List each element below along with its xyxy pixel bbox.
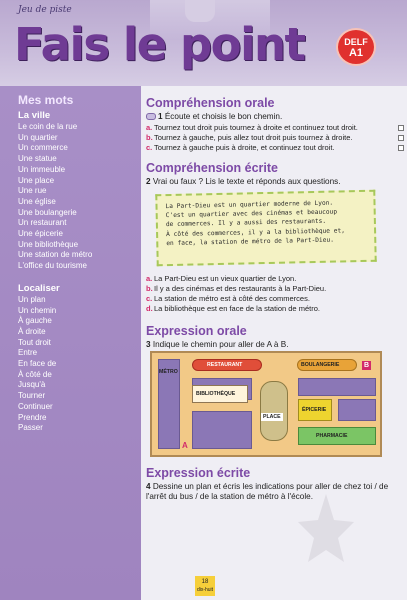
vocab-item: Le coin de la rue — [18, 122, 78, 131]
answer-checkbox[interactable] — [398, 145, 404, 151]
vocab-item: L'office du tourisme — [18, 261, 87, 271]
instruction-text: Dessine un plan et écris les indications pour aller de chez toi / de l'arrêt du bus / de la station de métro à l'école. — [146, 481, 389, 501]
vocab-item: En face de — [18, 359, 57, 369]
vocab-sidebar — [0, 86, 141, 600]
vocab-item: Une bibliothèque — [18, 239, 79, 249]
answer-item — [146, 274, 404, 284]
map-place — [260, 381, 288, 441]
map-label-metro: MÉTRO — [159, 368, 178, 375]
text-note — [155, 190, 376, 267]
item-letter: b. — [146, 132, 153, 142]
map-label-epicerie: ÉPICERIE — [302, 406, 327, 413]
vocab-item: Prendre — [18, 412, 47, 422]
answer-checkbox[interactable] — [398, 135, 404, 141]
item-letter: a. — [146, 123, 153, 132]
section-expression-ecrite — [146, 466, 404, 502]
map-point-b: B — [363, 361, 370, 369]
instruction — [146, 482, 404, 502]
vocab-item: Une rue — [18, 186, 47, 196]
answer-item — [146, 133, 404, 143]
page-number-digits: 18 — [201, 579, 209, 585]
decorative-star-icon — [296, 492, 356, 582]
map-label-boulangerie: BOULANGERIE — [301, 361, 340, 368]
section-comprehension-orale — [146, 96, 404, 152]
vocab-group-title-localiser: Localiser — [18, 282, 60, 294]
page-title: Fais le point — [14, 18, 305, 71]
answer-list — [146, 123, 404, 152]
page-number-word: dix-huit — [196, 587, 214, 593]
vocab-item: À gauche — [18, 316, 52, 326]
map-block — [338, 399, 376, 421]
vocab-item: Un plan — [18, 294, 46, 304]
vocab-item: Une église — [18, 196, 56, 206]
section-comprehension-ecrite — [146, 161, 404, 313]
item-text: La bibliothèque est en face de la station de métro. — [154, 303, 320, 313]
vocab-item: Un immeuble — [18, 164, 66, 174]
answer-item — [146, 294, 404, 304]
instruction-text: Vrai ou faux ? Lis le texte et réponds aux questions. — [152, 177, 341, 187]
instruction-text: Écoute et choisis le bon chemin. — [164, 112, 283, 121]
item-text: Tournez à gauche puis à droite, et continuez tout droit. — [154, 142, 335, 152]
vocab-item: Une place — [18, 175, 55, 185]
vocab-item: Une boulangerie — [18, 207, 77, 217]
instruction-text: Indique le chemin pour aller de A à B. — [152, 339, 289, 349]
vocab-item: À côté de — [18, 369, 52, 379]
answer-item — [146, 123, 404, 133]
vocab-item: À droite — [18, 326, 46, 336]
vocab-item: Tourner — [18, 391, 46, 401]
item-letter: c. — [146, 142, 153, 152]
vocab-item: Jusqu'à — [18, 380, 46, 390]
vocab-item: Un quartier — [18, 132, 58, 142]
item-letter: c. — [146, 293, 153, 303]
section-title: Expression orale — [146, 323, 247, 338]
answer-item — [146, 304, 404, 314]
vocab-item: Un restaurant — [18, 218, 67, 228]
instruction — [146, 340, 404, 349]
section-title: Expression écrite — [146, 465, 251, 480]
note-text: La Part-Dieu est un quartier moderne de Lyon. C'est un quartier avec des cinémas et beaucoup de commerces. Il y a aussi des restaurants. À côté des commerces, il y a la bibliothèque et, en face, la station de métro de la Part-Dieu. — [165, 199, 345, 248]
section-kicker: Jeu de piste — [18, 5, 72, 15]
true-false-list — [146, 274, 404, 313]
answer-item — [146, 284, 404, 294]
item-letter: d. — [146, 303, 153, 313]
item-text: La station de métro est à côté des commerces. — [154, 293, 310, 303]
vocab-item: Entre — [18, 348, 38, 358]
vocab-item: Une station de métro — [18, 250, 93, 260]
instruction — [146, 112, 404, 121]
item-text: Il y a des cinémas et des restaurants à la Part-Dieu. — [154, 284, 327, 294]
instruction-number: 2 — [146, 177, 151, 187]
map-point-a: A — [182, 440, 188, 450]
vocab-item: Une statue — [18, 154, 57, 164]
item-text: Tournez tout droit puis tournez à droite et continuez tout droit. — [154, 123, 358, 132]
vocab-item: Un commerce — [18, 143, 68, 153]
exercise-content — [146, 86, 404, 600]
answer-checkbox[interactable] — [398, 125, 404, 131]
instruction-number: 4 — [146, 481, 151, 491]
map-label-restaurant: RESTAURANT — [207, 361, 243, 368]
page-number — [195, 576, 215, 596]
instruction-number: 3 — [146, 339, 151, 349]
sidebar-title: Mes mots — [18, 93, 74, 107]
vocab-item: Une épicerie — [18, 229, 63, 239]
item-text: La Part-Dieu est un vieux quartier de Lyon. — [154, 274, 297, 284]
item-letter: a. — [146, 274, 153, 284]
map-block — [192, 411, 252, 449]
badge-line1: DELF — [344, 37, 368, 47]
map-label-bibliotheque: BIBLIOTHÈQUE — [196, 390, 236, 397]
map-label-place: PLACE — [263, 413, 281, 420]
vocab-item: Passer — [18, 423, 43, 433]
vocab-item: Tout droit — [18, 337, 51, 347]
answer-item — [146, 143, 404, 153]
vocab-item: Un chemin — [18, 305, 57, 315]
instruction-number: 1 — [158, 112, 163, 121]
audio-icon[interactable] — [146, 113, 156, 120]
map-block — [298, 378, 376, 396]
section-expression-orale — [146, 324, 404, 457]
section-title: Compréhension orale — [146, 96, 275, 110]
city-map — [150, 351, 382, 457]
map-label-pharmacie: PHARMACIE — [316, 432, 348, 439]
vocab-list-localiser — [18, 295, 141, 434]
vocab-item: Continuer — [18, 401, 53, 411]
badge-line2: A1 — [348, 47, 364, 59]
item-text: Tournez à gauche, puis allez tout droit puis tournez à droite. — [154, 132, 353, 142]
vocab-list-ville — [18, 122, 141, 272]
section-title: Compréhension écrite — [146, 161, 278, 176]
vocab-group-title-ville: La ville — [18, 110, 51, 121]
delf-badge — [336, 28, 376, 66]
instruction — [146, 177, 404, 186]
item-letter: b. — [146, 284, 153, 294]
